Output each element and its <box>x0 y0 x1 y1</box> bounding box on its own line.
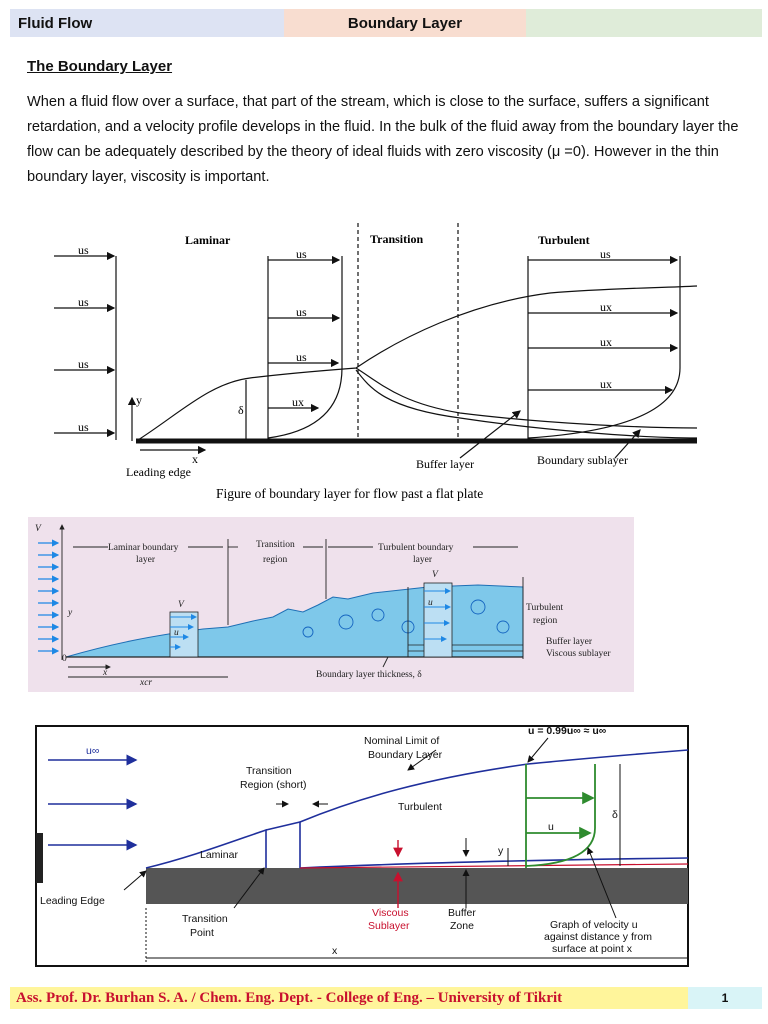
fig3-leading-edge-label: Leading Edge <box>40 895 105 907</box>
header-topic: Boundary Layer <box>284 9 526 37</box>
fig3-transition-region-label: Transition <box>246 765 292 777</box>
fig2-buffer-layer-label: Buffer layer <box>546 637 592 647</box>
fig3-y-label: y <box>498 845 504 857</box>
fig2-laminar-label-2: layer <box>136 555 155 565</box>
header-right <box>526 9 762 37</box>
fig3-turbulent-label: Turbulent <box>398 801 442 813</box>
fig2-thickness-label: Boundary layer thickness, δ <box>316 670 422 680</box>
fig2-turbulent-bl-label: Turbulent boundary <box>378 543 454 553</box>
fig1-us-label: us <box>78 243 89 257</box>
fig1-laminar-label: Laminar <box>185 233 231 247</box>
fig3-nominal-label-2: Boundary Layer <box>368 749 443 761</box>
fig2-transition-label-2: region <box>263 555 288 565</box>
fig3-graph-label-3: surface at point x <box>552 943 632 955</box>
figure-3-boundary-layer-schematic <box>28 718 700 973</box>
fig1-y-axis-label: y <box>136 393 142 407</box>
fig1-delta-label: δ <box>238 403 244 417</box>
figure-2-boundary-layer-regions <box>28 517 634 692</box>
fig3-transition-point-label: Transition <box>182 913 228 925</box>
fig3-graph-label: Graph of velocity u <box>550 919 638 931</box>
fig1-ux-label: ux <box>600 377 612 391</box>
fig2-v-label: V <box>35 524 41 534</box>
fig2-laminar-label: Laminar boundary <box>108 543 179 553</box>
fig2-u-label: u <box>428 598 433 608</box>
fig3-x-label: x <box>332 945 338 957</box>
fig1-ux-label: ux <box>600 300 612 314</box>
fig3-viscous-label: Viscous <box>372 907 409 919</box>
fig3-u-inf-label: u∞ <box>86 745 100 757</box>
fig3-transition-point-label-2: Point <box>190 927 214 939</box>
fig2-v-label: V <box>432 570 438 580</box>
fig1-x-axis-label: x <box>192 452 198 466</box>
fig1-boundary-sublayer-label: Boundary sublayer <box>537 453 628 467</box>
page-number: 1 <box>688 987 762 1009</box>
fig1-us-label: us <box>296 350 307 364</box>
fig1-us-label: us <box>78 357 89 371</box>
fig3-graph-label-2: against distance y from <box>544 931 652 943</box>
fig2-u-label: u <box>174 628 179 638</box>
fig2-transition-label: Transition <box>256 540 295 550</box>
fig1-us-label: us <box>296 305 307 319</box>
fig2-turbulent-region-label: Turbulent <box>526 603 564 613</box>
fig3-nominal-label: Nominal Limit of <box>364 735 440 747</box>
footer-author: Ass. Prof. Dr. Burhan S. A. / Chem. Eng. Dept. - College of Eng. – University of Tikrit <box>10 987 688 1009</box>
fig3-u-label: u <box>548 821 554 833</box>
fig3-delta-label: δ <box>612 809 618 821</box>
fig2-viscous-sublayer-label: Viscous sublayer <box>546 649 611 659</box>
fig1-ux-label: ux <box>292 395 304 409</box>
fig3-laminar-label: Laminar <box>200 849 238 861</box>
fig3-u-equation-label: u = 0.99u∞ ≈ u∞ <box>528 725 607 737</box>
fig3-buffer-label-2: Zone <box>450 920 474 932</box>
fig1-buffer-layer-label: Buffer layer <box>416 457 475 471</box>
header-subject: Fluid Flow <box>10 9 284 37</box>
section-title: The Boundary Layer <box>27 58 173 75</box>
fig2-origin-label: 0 <box>62 654 67 664</box>
fig2-y-label: y <box>68 608 73 618</box>
fig1-us-label: us <box>296 247 307 261</box>
fig1-us-label: us <box>78 420 89 434</box>
page-footer <box>10 987 762 1009</box>
fig2-turbulent-region-label-2: region <box>533 616 558 626</box>
page-header <box>10 9 762 37</box>
fig1-leading-edge-label: Leading edge <box>126 465 191 479</box>
fig3-viscous-label-2: Sublayer <box>368 920 410 932</box>
fig3-buffer-label: Buffer <box>448 907 476 919</box>
fig3-plate <box>146 868 688 904</box>
fig1-turbulent-label: Turbulent <box>538 233 590 247</box>
fig2-turbulent-bl-label-2: layer <box>413 555 432 565</box>
fig2-x-label: x <box>103 668 108 678</box>
fig1-us-label: us <box>600 247 611 261</box>
fig1-transition-label: Transition <box>370 232 424 246</box>
fig1-caption: Figure of boundary layer for flow past a flat plate <box>216 486 484 501</box>
fig2-v-label: V <box>178 600 184 610</box>
fig2-xcr-label: xcr <box>140 678 153 688</box>
fig1-us-label: us <box>78 295 89 309</box>
figure-1-boundary-layer <box>40 218 720 508</box>
fig1-ux-label: ux <box>600 335 612 349</box>
fig3-transition-region-label-2: Region (short) <box>240 779 307 791</box>
intro-paragraph: When a fluid flow over a surface, that part of the stream, which is close to the surface, suffers a significant retardation, and a velocity profile develops in the fluid. In the bulk of the fluid away from the boundary layer the flow can be adequately described by the theory of ideal fluids with zero viscosity (μ =0). However in the thin boundary layer, viscosity is important. <box>27 94 739 185</box>
